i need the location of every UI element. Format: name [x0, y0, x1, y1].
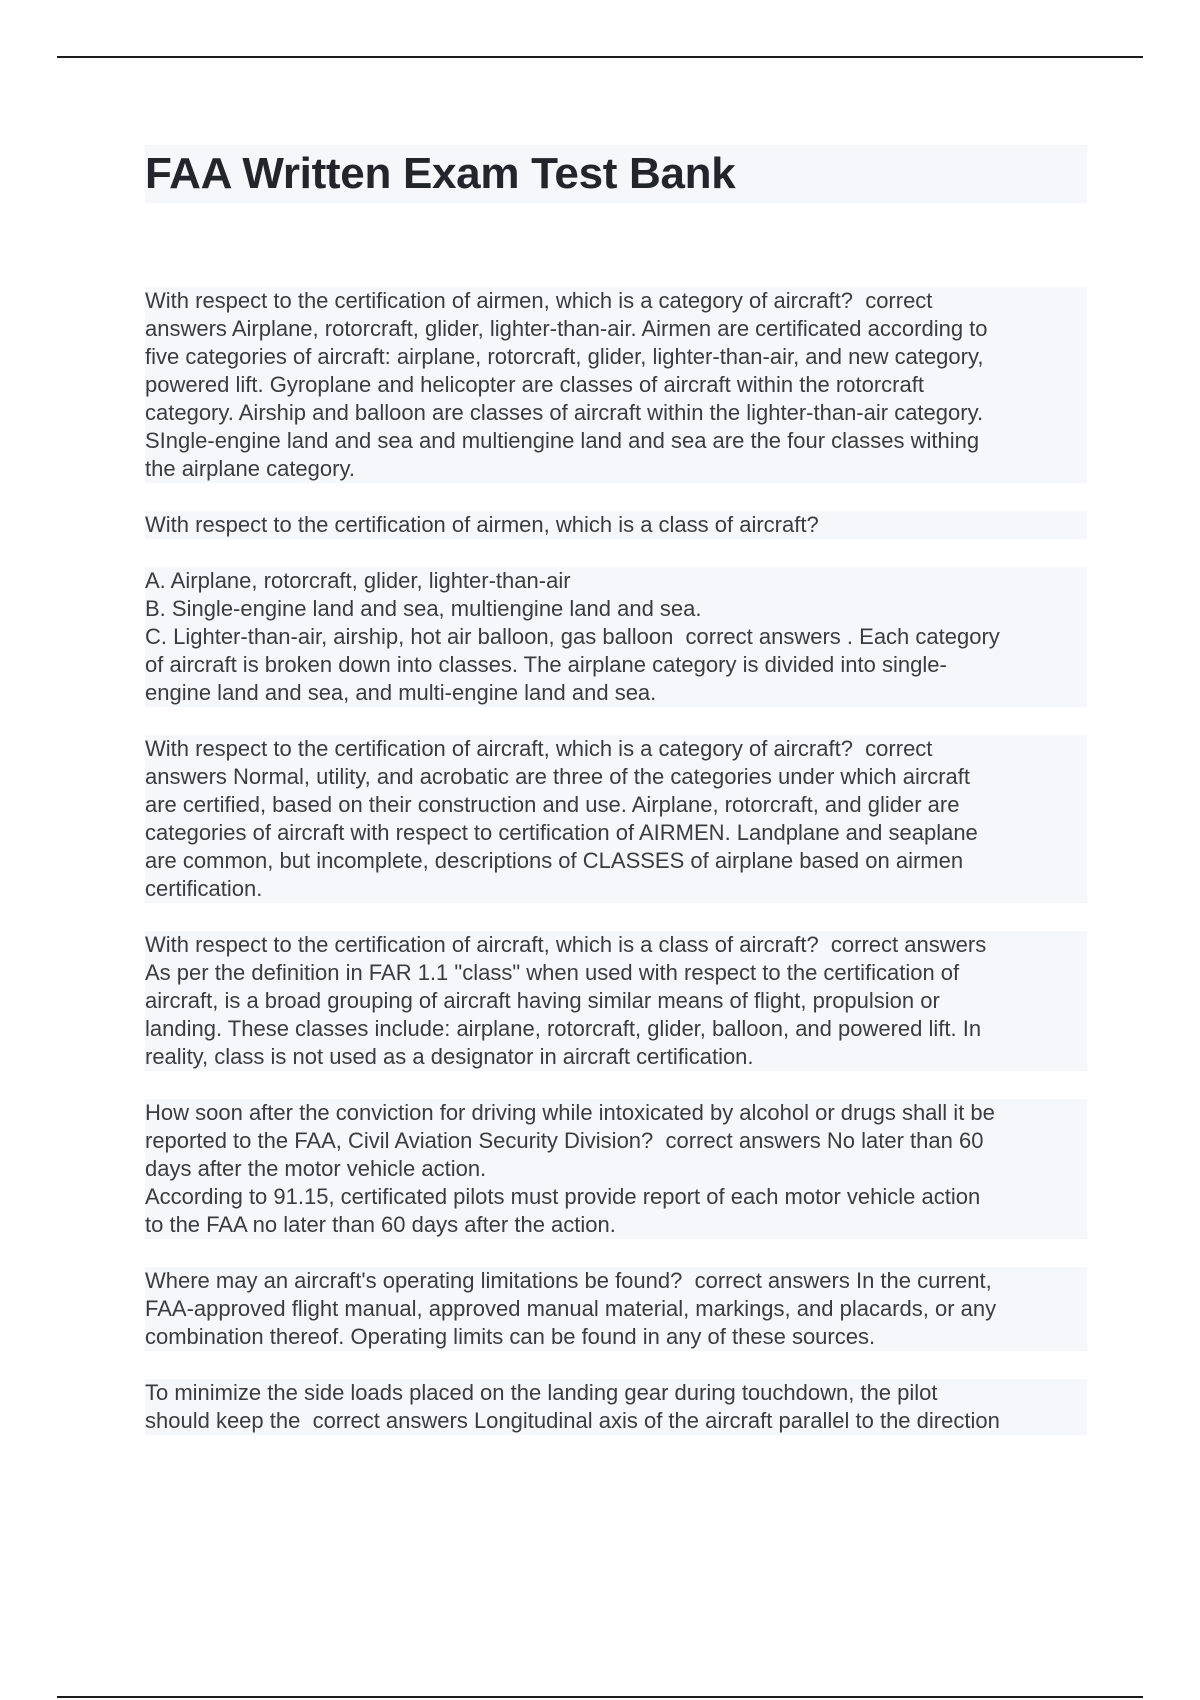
text-line: C. Lighter-than-air, airship, hot air balloon, gas balloon correct answers . Each category: [145, 623, 1087, 651]
document-title: FAA Written Exam Test Bank: [145, 149, 736, 198]
qa-paragraph: [145, 287, 1087, 483]
document-body: [145, 287, 1087, 1435]
text-line: reported to the FAA, Civil Aviation Security Division? correct answers No later than 60: [145, 1127, 1087, 1155]
qa-paragraph: [145, 1099, 1087, 1239]
text-line: With respect to the certification of airmen, which is a category of aircraft? correct: [145, 287, 1087, 315]
bottom-rule: [57, 1696, 1143, 1698]
text-line: category. Airship and balloon are classes of aircraft within the lighter-than-air category.: [145, 399, 1087, 427]
text-line: reality, class is not used as a designator in aircraft certification.: [145, 1043, 1087, 1071]
text-line: days after the motor vehicle action.: [145, 1155, 1087, 1183]
text-line: To minimize the side loads placed on the landing gear during touchdown, the pilot: [145, 1379, 1087, 1407]
text-line: answers Airplane, rotorcraft, glider, lighter-than-air. Airmen are certificated according to: [145, 315, 1087, 343]
qa-paragraph: [145, 1379, 1087, 1435]
qa-paragraph: [145, 931, 1087, 1071]
text-line: answers Normal, utility, and acrobatic are three of the categories under which aircraft: [145, 763, 1087, 791]
text-line: landing. These classes include: airplane, rotorcraft, glider, balloon, and powered lift. In: [145, 1015, 1087, 1043]
text-line: FAA-approved flight manual, approved manual material, markings, and placards, or any: [145, 1295, 1087, 1323]
qa-paragraph: [145, 567, 1087, 707]
text-line: are common, but incomplete, descriptions of CLASSES of airplane based on airmen: [145, 847, 1087, 875]
document-page: [145, 145, 1087, 1463]
text-line: categories of aircraft with respect to certification of AIRMEN. Landplane and seaplane: [145, 819, 1087, 847]
text-line: combination thereof. Operating limits can be found in any of these sources.: [145, 1323, 1087, 1351]
text-line: the airplane category.: [145, 455, 1087, 483]
text-line: five categories of aircraft: airplane, rotorcraft, glider, lighter-than-air, and new category,: [145, 343, 1087, 371]
qa-paragraph: [145, 511, 1087, 539]
text-line: Where may an aircraft's operating limitations be found? correct answers In the current,: [145, 1267, 1087, 1295]
text-line: powered lift. Gyroplane and helicopter are classes of aircraft within the rotorcraft: [145, 371, 1087, 399]
text-line: How soon after the conviction for driving while intoxicated by alcohol or drugs shall it be: [145, 1099, 1087, 1127]
text-line: certification.: [145, 875, 1087, 903]
qa-paragraph: [145, 735, 1087, 903]
text-line: engine land and sea, and multi-engine land and sea.: [145, 679, 1087, 707]
text-line: should keep the correct answers Longitudinal axis of the aircraft parallel to the direction: [145, 1407, 1087, 1435]
text-line: As per the definition in FAR 1.1 "class" when used with respect to the certification of: [145, 959, 1087, 987]
text-line: of aircraft is broken down into classes. The airplane category is divided into single-: [145, 651, 1087, 679]
text-line: B. Single-engine land and sea, multiengine land and sea.: [145, 595, 1087, 623]
text-line: aircraft, is a broad grouping of aircraft having similar means of flight, propulsion or: [145, 987, 1087, 1015]
text-line: are certified, based on their construction and use. Airplane, rotorcraft, and glider are: [145, 791, 1087, 819]
text-line: to the FAA no later than 60 days after the action.: [145, 1211, 1087, 1239]
text-line: With respect to the certification of aircraft, which is a class of aircraft? correct answers: [145, 931, 1087, 959]
text-line: With respect to the certification of airmen, which is a class of aircraft?: [145, 511, 1087, 539]
text-line: According to 91.15, certificated pilots must provide report of each motor vehicle action: [145, 1183, 1087, 1211]
text-line: SIngle-engine land and sea and multiengine land and sea are the four classes withing: [145, 427, 1087, 455]
text-line: A. Airplane, rotorcraft, glider, lighter-than-air: [145, 567, 1087, 595]
qa-paragraph: [145, 1267, 1087, 1351]
text-line: With respect to the certification of aircraft, which is a category of aircraft? correct: [145, 735, 1087, 763]
top-rule: [57, 56, 1143, 58]
title-block: [145, 145, 1087, 203]
